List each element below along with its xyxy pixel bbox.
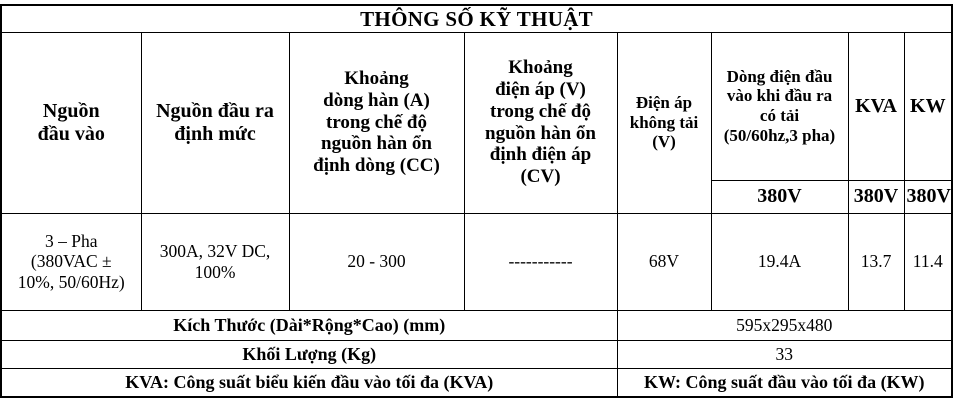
cell-input-power: [1, 213, 141, 310]
dimensions-label: Kích Thước (Dài*Rộng*Cao) (mm): [1, 310, 617, 340]
header-input-power: [1, 32, 141, 213]
header-cv-range-line: (CV): [520, 166, 561, 188]
dimensions-value: 595x295x480: [617, 310, 952, 340]
header-kw: KW: [904, 32, 952, 180]
cell-rated-output: [141, 213, 289, 310]
cell-input-current: 19.4A: [711, 213, 848, 310]
cell-rated-output-line: 300A, 32V DC,: [159, 241, 271, 262]
header-cc-range-line: dòng hàn (A): [323, 89, 430, 111]
cell-kw: 11.4: [904, 213, 952, 310]
header-cv-range-line: định điện áp: [489, 144, 592, 166]
header-rated-output-line: định mức: [174, 122, 256, 145]
cell-input-power-line: (380VAC ±: [30, 251, 112, 272]
header-input-power-line: đầu vào: [37, 122, 105, 145]
header-kva: KVA: [848, 32, 904, 180]
header-input-current-line: có tải: [759, 106, 800, 125]
cell-input-power-line: 3 – Pha: [45, 231, 98, 252]
header-cc-range-line: nguồn hàn ổn: [321, 133, 432, 155]
header-input-current-line: (50/60hz,3 pha): [723, 125, 836, 145]
header-input-current-line: vào khi đầu ra: [726, 86, 833, 106]
header-cv-range-line: Khoảng: [508, 56, 573, 78]
header-cc-range-line: định dòng (CC): [313, 155, 440, 177]
cell-input-power-line: 10%, 50/60Hz): [17, 271, 125, 292]
header-no-load-voltage-line: (V): [652, 132, 676, 152]
header-input-power-line: Nguồn: [42, 99, 100, 122]
table-title: THÔNG SỐ KỸ THUẬT: [1, 5, 952, 32]
header-no-load-voltage-line: không tải: [629, 112, 699, 132]
header-cv-range-line: điện áp (V): [495, 78, 586, 100]
header-cc-range: [289, 32, 464, 213]
header-cv-range-line: nguồn hàn ổn: [485, 122, 596, 144]
header-voltage-kva: 380V: [848, 180, 904, 213]
spec-table: [0, 4, 953, 398]
header-no-load-voltage-line: Điện áp: [635, 93, 693, 113]
header-input-current: [711, 32, 848, 180]
cell-cv-range: -----------: [464, 213, 617, 310]
header-cc-range-line: trong chế độ: [326, 111, 427, 133]
header-no-load-voltage: [617, 32, 711, 213]
header-voltage-kw: 380V: [904, 180, 952, 213]
kva-note: KVA: Công suất biểu kiến đầu vào tối đa (KVA): [1, 368, 617, 397]
cell-cc-range: 20 - 300: [289, 213, 464, 310]
header-cv-range: [464, 32, 617, 213]
header-rated-output: [141, 32, 289, 213]
weight-label: Khối Lượng (Kg): [1, 340, 617, 368]
header-voltage-current: 380V: [711, 180, 848, 213]
header-cv-range-line: trong chế độ: [490, 100, 591, 122]
header-input-current-line: Dòng điện đầu: [726, 66, 833, 86]
kw-note: KW: Công suất đầu vào tối đa (KW): [617, 368, 952, 397]
cell-rated-output-line: 100%: [194, 261, 236, 282]
header-rated-output-line: Nguồn đầu ra: [156, 99, 274, 122]
header-cc-range-line: Khoảng: [344, 67, 409, 89]
cell-no-load-voltage: 68V: [617, 213, 711, 310]
cell-kva: 13.7: [848, 213, 904, 310]
weight-value: 33: [617, 340, 952, 368]
